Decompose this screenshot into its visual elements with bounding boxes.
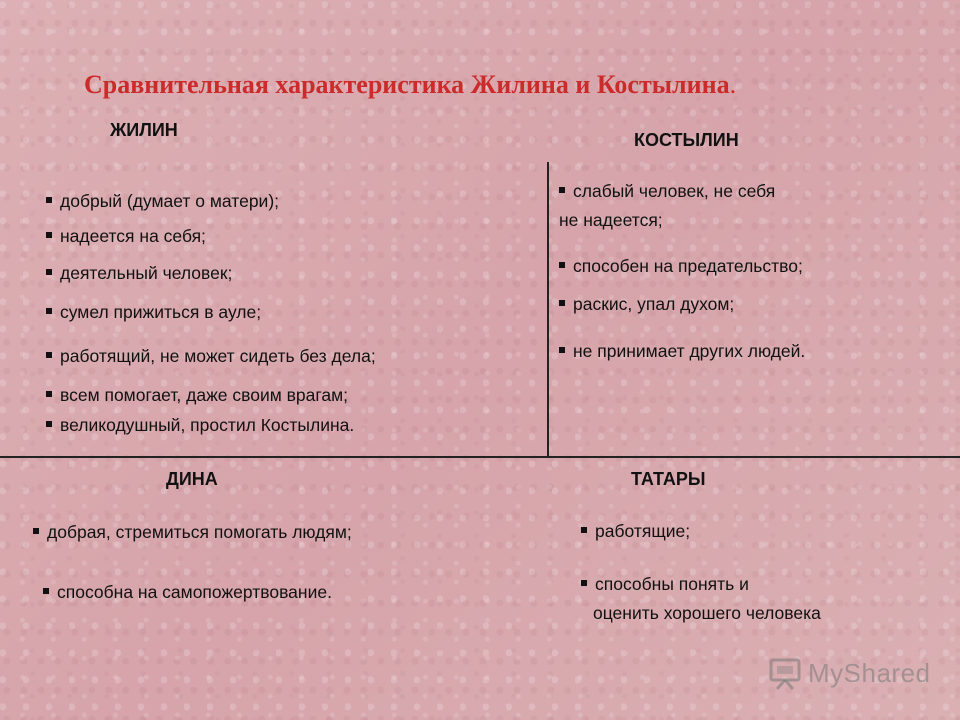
tatary-item: способны понять и <box>581 572 749 596</box>
dina-heading: ДИНА <box>166 469 218 489</box>
kostylin-item: слабый человек, не себя <box>559 179 775 203</box>
bullet-icon <box>46 308 52 314</box>
tatary-item: работящие; <box>581 519 690 543</box>
row-divider <box>0 456 960 458</box>
zhilin-item: работящий, не может сидеть без дела; <box>46 344 376 368</box>
bullet-icon <box>46 197 52 203</box>
kostylin-heading: КОСТЫЛИН <box>634 130 739 150</box>
watermark-text: MyShared <box>808 657 931 688</box>
bullet-icon <box>581 527 587 533</box>
bullet-icon <box>46 391 52 397</box>
zhilin-item: сумел прижиться в ауле; <box>46 300 261 324</box>
bullet-icon <box>43 588 49 594</box>
slide-title <box>84 70 736 100</box>
column-divider <box>547 162 549 457</box>
kostylin-item: раскис, упал духом; <box>559 292 734 316</box>
bullet-icon <box>33 528 39 534</box>
bullet-icon <box>46 421 52 427</box>
zhilin-item: деятельный человек; <box>46 261 232 285</box>
kostylin-item: способен на предательство; <box>559 254 803 278</box>
zhilin-item: добрый (думает о матери); <box>46 189 279 213</box>
bullet-icon <box>559 262 565 268</box>
tatary-heading: ТАТАРЫ <box>631 469 706 489</box>
bullet-icon <box>559 300 565 306</box>
bullet-icon <box>46 352 52 358</box>
slide-title-period: . <box>729 70 737 99</box>
bullet-icon <box>559 187 565 193</box>
bullet-icon <box>46 232 52 238</box>
watermark-logo <box>768 656 931 690</box>
dina-item: добрая, стремиться помогать людям; <box>33 520 352 544</box>
tatary-item-continuation: оценить хорошего человека <box>593 603 821 623</box>
kostylin-item-continuation: не надеется; <box>559 210 663 230</box>
zhilin-item: великодушный, простил Костылина. <box>46 413 354 437</box>
bullet-icon <box>46 269 52 275</box>
zhilin-heading: ЖИЛИН <box>110 120 178 140</box>
presentation-board-icon <box>768 656 802 690</box>
bullet-icon <box>581 580 587 586</box>
dina-item: способна на самопожертвование. <box>43 580 332 604</box>
zhilin-item: надеется на себя; <box>46 224 206 248</box>
zhilin-item: всем помогает, даже своим врагам; <box>46 383 348 407</box>
bullet-icon <box>559 347 565 353</box>
kostylin-item: не принимает других людей. <box>559 339 805 363</box>
slide-title-text: Сравнительная характеристика Жилина и Костылина <box>84 70 730 99</box>
